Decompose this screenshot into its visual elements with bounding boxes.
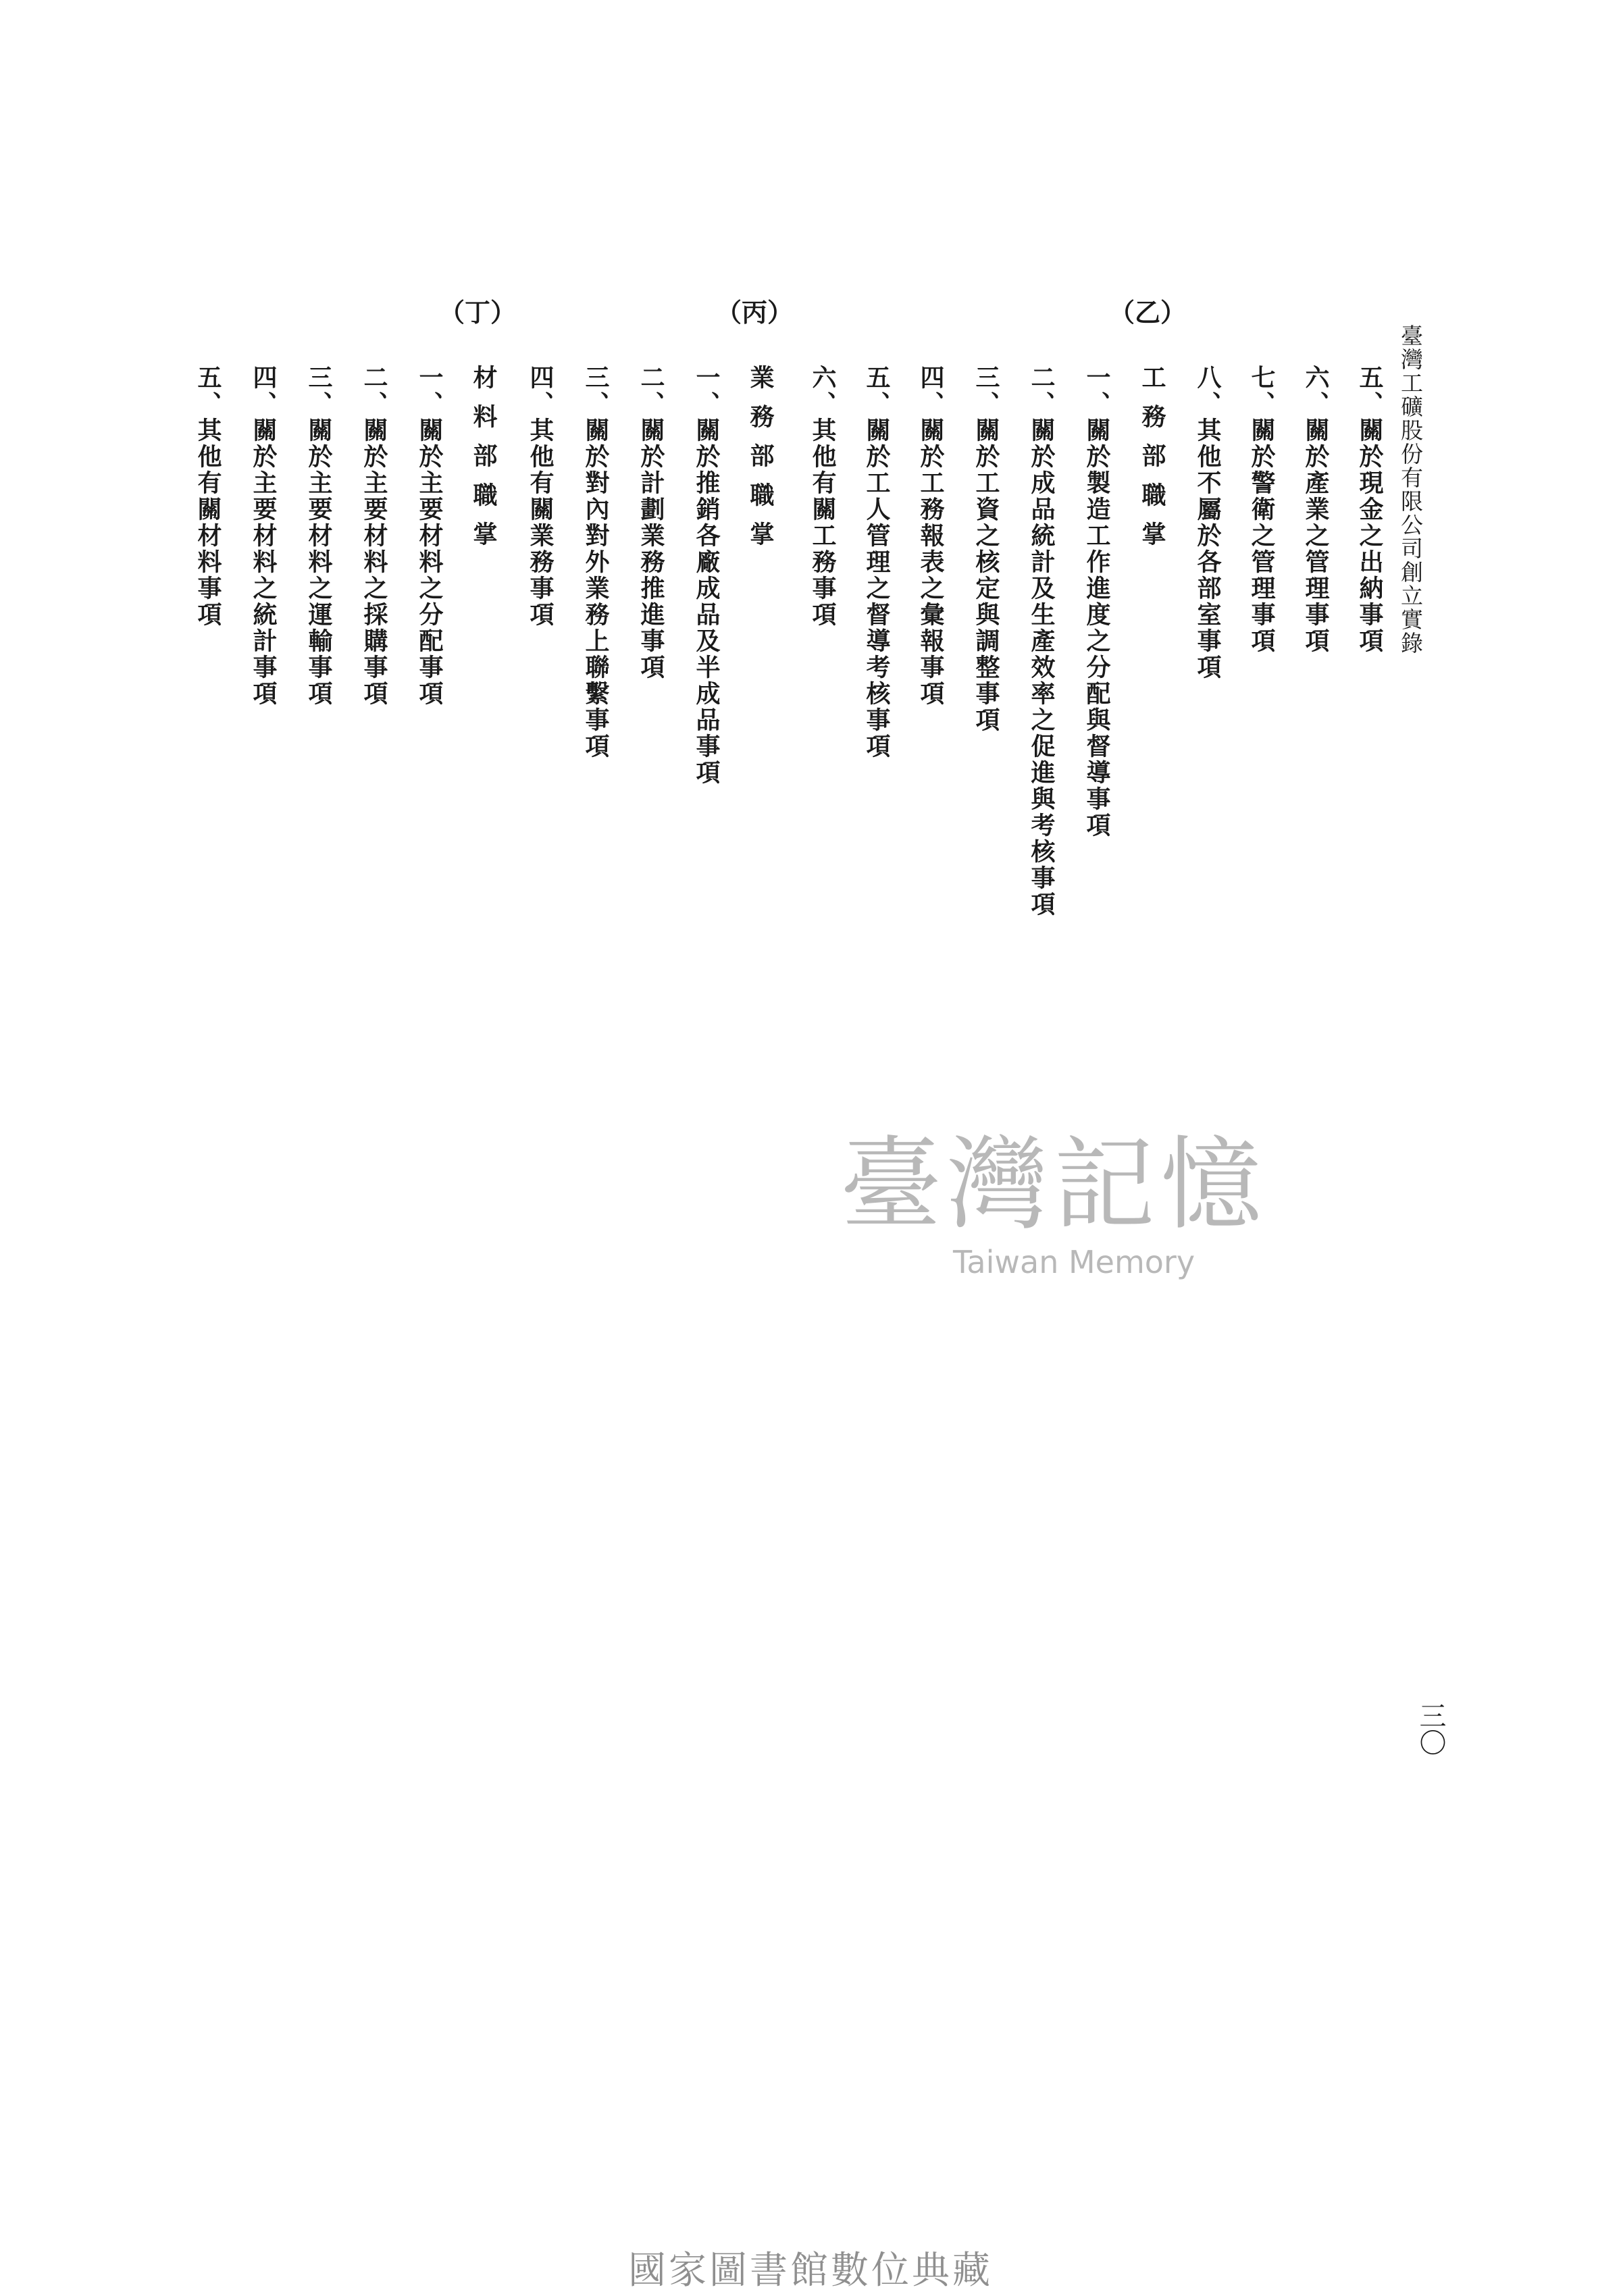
list-item: 三、關於工資之核定與調整事項 xyxy=(972,365,1000,733)
list-item: 一、關於主要材料之分配事項 xyxy=(415,365,444,707)
section-title: 工務部職掌 xyxy=(1138,365,1166,560)
watermark-logo xyxy=(797,1126,1310,1280)
list-item: 五、關於現金之出納事項 xyxy=(1356,365,1384,654)
section-label: （乙） xyxy=(1109,297,1187,328)
list-item: 五、其他有關材料事項 xyxy=(194,365,222,628)
list-item: 六、其他有關工務事項 xyxy=(808,365,837,628)
list-item: 二、關於計劃業務推進事項 xyxy=(637,365,665,681)
list-item: 五、關於工人管理之督導考核事項 xyxy=(863,365,891,760)
list-item: 七、關於警衛之管理事項 xyxy=(1247,365,1276,654)
watermark-main-text: 臺灣記憶 xyxy=(840,1126,1267,1244)
section-title: 業務部職掌 xyxy=(746,365,775,560)
list-item: 六、關於產業之管理事項 xyxy=(1302,365,1330,654)
list-item: 二、關於主要材料之採購事項 xyxy=(360,365,388,707)
section-label: （丁） xyxy=(439,297,517,328)
page-header: 臺灣工礦股份有限公司創立實錄 xyxy=(1397,324,1424,655)
section-label: （丙） xyxy=(716,297,794,328)
list-item: 二、關於成品統計及生產效率之促進與考核事項 xyxy=(1027,365,1056,918)
watermark-sub-text: Taiwan Memory xyxy=(952,1244,1195,1280)
page-number: 三〇 xyxy=(1415,1702,1446,1756)
list-item: 一、關於製造工作進度之分配與督導事項 xyxy=(1083,365,1111,839)
list-item: 一、關於推銷各廠成品及半成品事項 xyxy=(692,365,721,786)
section-title: 材料部職掌 xyxy=(469,365,498,560)
footer-credit: 國家圖書館數位典藏 xyxy=(628,2249,993,2293)
list-item: 四、關於主要材料之統計事項 xyxy=(249,365,278,707)
list-item: 三、關於主要材料之運輸事項 xyxy=(305,365,333,707)
list-item: 八、其他不屬於各部室事項 xyxy=(1193,365,1222,681)
list-item: 四、其他有關業務事項 xyxy=(526,365,555,628)
list-item: 三、關於對內對外業務上聯繫事項 xyxy=(582,365,610,760)
list-item: 四、關於工務報表之彙報事項 xyxy=(917,365,945,707)
